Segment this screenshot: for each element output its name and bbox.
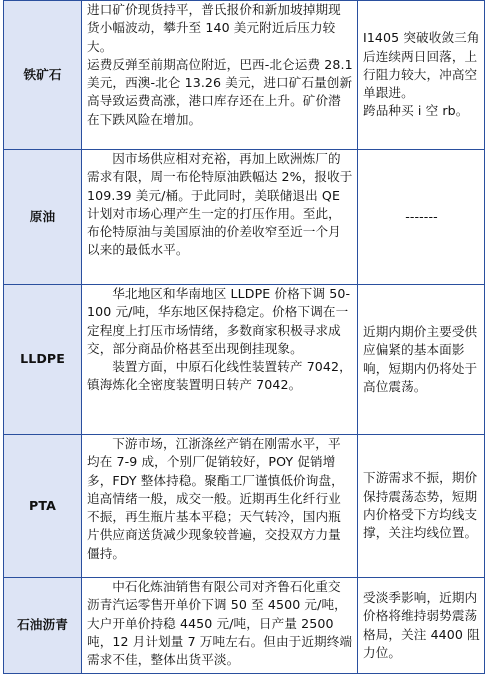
table-row-iron-ore	[4, 1, 485, 150]
category-cell: 石油沥青	[4, 578, 82, 674]
info-paragraph: 下游市场，江浙涤丝产销在刚需水平，平均在 7-9 成，个别厂促销较好，POY 促销增多，FDY 整体持稳。聚酯工厂谨慎低价询盘，追高情绪一般，成交一般。近期再生化纤行业不振，再生瓶片基本平稳；天气转冷，国内瓶片供应商送货减少现象较普遍，交投双方力量僵持。	[87, 436, 344, 561]
info-paragraph: 装置方面，中原石化线性装置转产 7042，镇海炼化全密度装置明日转产 7042。	[87, 359, 352, 393]
info-paragraph: 进口矿价现货持平，普氏报价和新加坡掉期现货小幅波动，攀升至 140 美元附近后压力较大。	[87, 2, 341, 54]
table-row-lldpe	[4, 285, 485, 435]
info-paragraph: 中石化炼油销售有限公司对齐鲁石化重交沥青汽运零售开单价下调 50 至 4500 元/吨，大户开单价持稳 4450 元/吨，日产量 2500 吨，12 月计划量 7 万吨左右。但由于近期终端需求不佳，整体出货平淡。	[87, 579, 353, 668]
category-cell: 铁矿石	[4, 1, 82, 150]
info-cell	[82, 285, 358, 435]
view-paragraph: I1405 突破收敛三角后连续两日回落，上行阻力较大，冲高空单跟进。	[363, 30, 480, 101]
info-cell	[82, 435, 358, 578]
view-paragraph: 受淡季影响，近期内价格将维持弱势震荡格局，关注 4400 阻力位。	[363, 589, 480, 660]
view-paragraph: -------	[405, 208, 438, 224]
view-paragraph: 下游需求不振，期价保持震荡态势，短期内价格受下方均线支撑，关注均线位置。	[363, 470, 478, 541]
info-paragraph: 运费反弹至前期高位附近，巴西-北仑运费 28.1 美元，西澳-北仑 13.26 美元，进口矿石量创新高导致运费高涨，港口库存还在上升。矿价潜在下跌风险在增加。	[87, 56, 353, 127]
info-paragraph: 华北地区和华南地区 LLDPE 价格下调 50-100 元/吨，华东地区保持稳定。价格下调在一定程度上打压市场情绪，多数商家积极寻求成交，部分商品价格甚至出现倒挂现象。	[87, 286, 351, 356]
category-cell: 原油	[4, 150, 82, 285]
commodity-table	[3, 0, 485, 674]
category-cell: PTA	[4, 435, 82, 578]
table-row-pta	[4, 435, 485, 578]
view-paragraph: 近期内期价主要受供应偏紧的基本面影响，短期内仍将处于高位震荡。	[363, 323, 478, 394]
info-cell	[82, 578, 358, 674]
view-cell	[358, 435, 485, 578]
table-row-asphalt	[4, 578, 485, 674]
view-cell	[358, 150, 485, 285]
category-cell: LLDPE	[4, 285, 82, 435]
view-cell	[358, 1, 485, 150]
view-paragraph: 跨品种买 i 空 rb。	[363, 103, 469, 119]
info-cell	[82, 150, 358, 285]
view-cell	[358, 285, 485, 435]
table-row-crude-oil	[4, 150, 485, 285]
info-paragraph: 因市场供应相对充裕，再加上欧洲炼厂的需求有限，周一布伦特原油跌幅达 2%，报收于 109.39 美元/桶。于此同时，美联储退出 QE 计划对市场心理产生一定的打压作用。至此，布伦特原油与美国原油的价差收窄至近一个月以来的最低水平。	[87, 151, 353, 258]
view-cell	[358, 578, 485, 674]
info-cell	[82, 1, 358, 150]
